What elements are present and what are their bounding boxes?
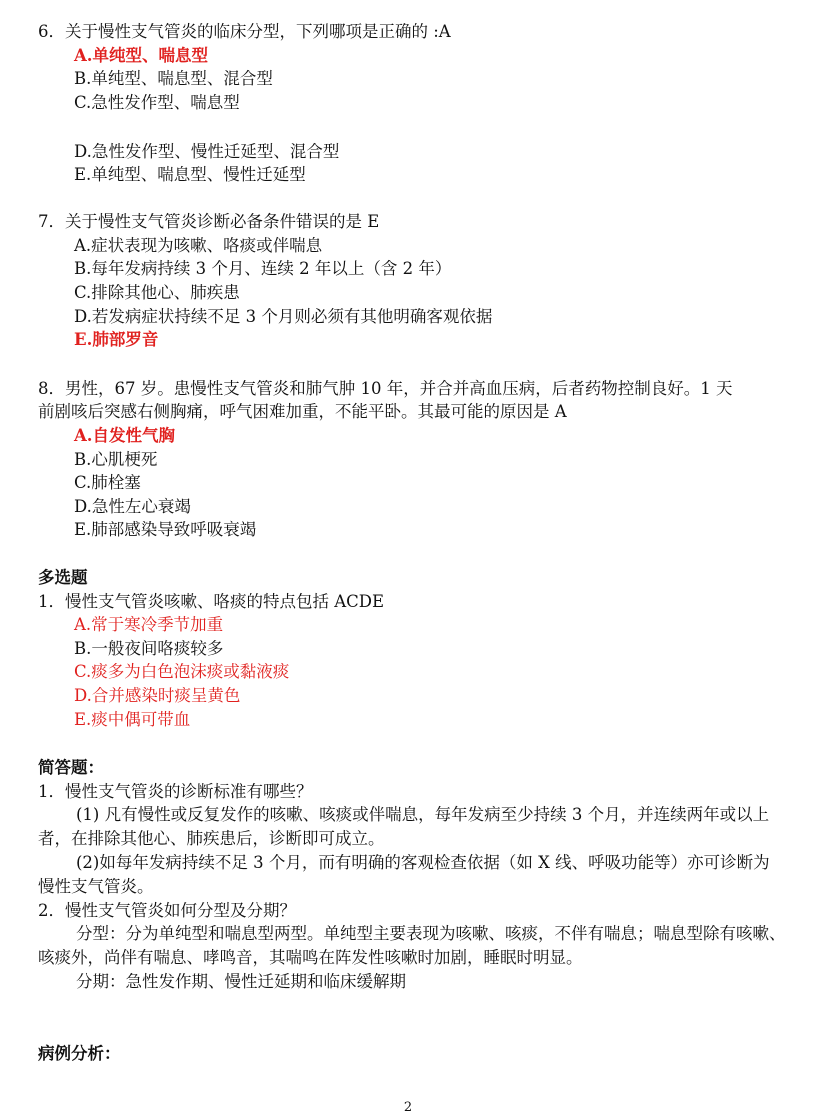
multi-q1-option-b: B.一般夜间咯痰较多 xyxy=(74,639,224,658)
multi-q1-stem: 1．慢性支气管炎咳嗽、咯痰的特点包括 ACDE xyxy=(38,592,385,611)
q8-option-a: A.自发性气胸 xyxy=(74,426,176,445)
q6-option-a: A.单纯型、喘息型 xyxy=(74,46,209,65)
q7-option-c: C.排除其他心、肺疾患 xyxy=(74,283,240,302)
short-q2-answer-2: 分期：急性发作期、慢性迁延期和临床缓解期 xyxy=(76,972,406,991)
short-q1-answer-1: (1) 凡有慢性或反复发作的咳嗽、咳痰或伴喘息，每年发病至少持续 3 个月，并连续两年或以上者，在排除其他心、肺疾患后，诊断即可成立。 xyxy=(38,805,770,848)
q8-option-b: B.心肌梗死 xyxy=(74,450,158,469)
q8-option-c: C.肺栓塞 xyxy=(74,473,141,492)
q8-stem-line1: 8．男性，67 岁。患慢性支气管炎和肺气肿 10 年，并合并高血压病，后者药物控制良好。1 天 xyxy=(38,379,733,398)
q6-option-c: C.急性发作型、喘息型 xyxy=(74,93,240,112)
q8-stem-line2: 前剧咳后突感右侧胸痛，呼气困难加重，不能平卧。其最可能的原因是 A xyxy=(38,402,567,421)
q7-option-d: D.若发病症状持续不足 3 个月则必须有其他明确客观依据 xyxy=(74,307,493,326)
q6-option-b: B.单纯型、喘息型、混合型 xyxy=(74,69,273,88)
short-answer-heading: 简答题： xyxy=(38,758,104,777)
q6-option-e: E.单纯型、喘息型、慢性迁延型 xyxy=(74,165,306,184)
short-q2-answer-1: 分型：分为单纯型和喘息型两型。单纯型主要表现为咳嗽、咳痰，不伴有喘息；喘息型除有咳嗽、咳痰外，尚伴有喘息、哮鸣音，其喘鸣在阵发性咳嗽时加剧，睡眠时明显。 xyxy=(38,924,786,967)
short-q2: 2．慢性支气管炎如何分型及分期？ xyxy=(38,901,296,920)
multi-choice-heading: 多选题 xyxy=(38,568,88,587)
q7-stem: 7．关于慢性支气管炎诊断必备条件错误的是 E xyxy=(38,212,380,231)
multi-q1-option-c: C.痰多为白色泡沫痰或黏液痰 xyxy=(74,662,290,681)
multi-q1-option-a: A.常于寒冷季节加重 xyxy=(74,615,224,634)
q7-option-e: E.肺部罗音 xyxy=(74,330,159,349)
q7-option-a: A.症状表现为咳嗽、咯痰或伴喘息 xyxy=(74,236,323,255)
case-analysis-heading: 病例分析： xyxy=(38,1044,121,1063)
multi-q1-option-d: D.合并感染时痰呈黄色 xyxy=(74,686,241,705)
short-q1-answer-2: (2)如每年发病持续不足 3 个月，而有明确的客观检查依据（如 X 线、呼吸功能等）亦可诊断为慢性支气管炎。 xyxy=(38,853,770,896)
page-number: 2 xyxy=(403,1100,413,1115)
short-q1: 1．慢性支气管炎的诊断标准有哪些？ xyxy=(38,782,313,801)
multi-q1-option-e: E.痰中偶可带血 xyxy=(74,710,191,729)
q6-stem: 6．关于慢性支气管炎的临床分型，下列哪项是正确的 :A xyxy=(38,22,451,41)
q8-option-d: D.急性左心衰竭 xyxy=(74,497,191,516)
q6-option-d: D.急性发作型、慢性迁延型、混合型 xyxy=(74,142,340,161)
q7-option-b: B.每年发病持续 3 个月、连续 2 年以上（含 2 年） xyxy=(74,259,452,278)
q8-option-e: E.肺部感染导致呼吸衰竭 xyxy=(74,520,257,539)
